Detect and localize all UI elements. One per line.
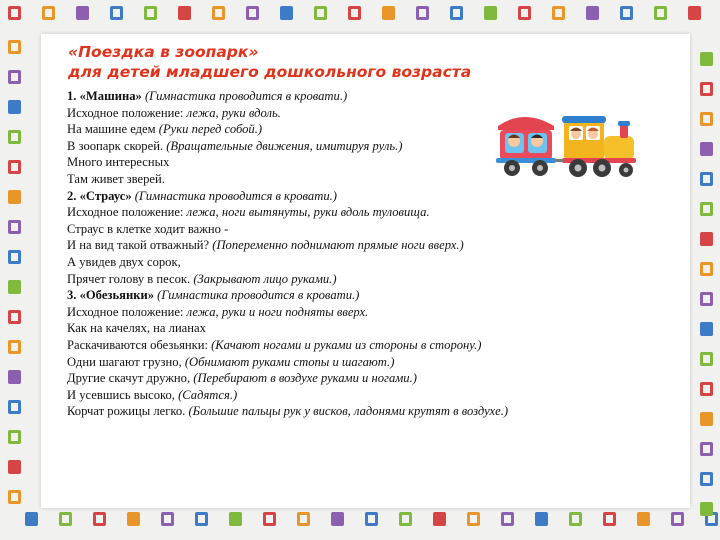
verse-text: Раскачиваются обезьянки: <box>67 337 212 352</box>
frame-square <box>700 382 713 396</box>
frame-square <box>212 6 225 20</box>
frame-square <box>8 220 21 234</box>
frame-square <box>8 490 21 504</box>
instruction-note: (Обнимают руками стопы и шагают.) <box>184 354 395 369</box>
frame-square <box>76 6 89 20</box>
frame-square <box>535 512 548 526</box>
frame-square <box>700 292 713 306</box>
frame-square <box>399 512 412 526</box>
instruction-note: (Садятся.) <box>178 387 238 402</box>
toy-train-illustration <box>490 104 640 182</box>
frame-square <box>700 172 713 186</box>
frame-square <box>700 112 713 126</box>
text-line <box>67 237 677 254</box>
frame-square <box>59 512 72 526</box>
text-line <box>67 354 677 371</box>
frame-square <box>8 100 21 114</box>
verse-text: Прячет голову в песок. <box>67 271 194 286</box>
frame-square <box>8 460 21 474</box>
frame-square <box>280 6 293 20</box>
verse-text: Одни шагают грузно, <box>67 354 185 369</box>
text-line <box>67 254 677 271</box>
verse-text: Там живет зверей. <box>67 171 165 186</box>
frame-square <box>42 6 55 20</box>
frame-square <box>552 6 565 20</box>
text-line <box>67 337 677 354</box>
text-line <box>67 271 677 288</box>
frame-square <box>178 6 191 20</box>
text-line <box>67 287 677 304</box>
verse-text: Исходное положение: <box>67 304 187 319</box>
frame-square <box>586 6 599 20</box>
frame-square <box>297 512 310 526</box>
exercise-heading: 3. «Обезьянки» <box>67 288 158 303</box>
frame-square <box>331 512 344 526</box>
frame-square <box>467 512 480 526</box>
frame-square <box>229 512 242 526</box>
instruction-note: (Гимнастика проводится в кровати.) <box>134 188 337 203</box>
text-line <box>67 221 677 238</box>
frame-square <box>8 6 21 20</box>
instruction-note: (Попеременно поднимают прямые ноги вверх.) <box>212 238 464 253</box>
frame-square <box>25 512 38 526</box>
verse-text: Другие скачут дружно, <box>67 371 194 386</box>
verse-text: Много интересных <box>67 155 170 170</box>
exercise-heading: 2. «Страус» <box>67 188 135 203</box>
page-title <box>68 42 588 82</box>
instruction-note: (Закрывают лицо руками.) <box>193 271 337 286</box>
verse-text: Исходное положение: <box>67 105 187 120</box>
text-line <box>67 188 677 205</box>
frame-square <box>314 6 327 20</box>
instruction-note: лежа, руки и ноги подняты вверх. <box>186 304 369 319</box>
frame-square <box>700 82 713 96</box>
verse-text: В зоопарк скорей. <box>67 138 167 153</box>
instruction-note: (Большие пальцы рук у висков, ладонями крутят в воздухе.) <box>188 404 509 419</box>
frame-square <box>700 262 713 276</box>
verse-text: И на вид такой отважный? <box>67 238 213 253</box>
frame-square <box>8 40 21 54</box>
frame-square <box>700 412 713 426</box>
frame-square <box>93 512 106 526</box>
frame-square <box>569 512 582 526</box>
exercise-heading: 1. «Машина» <box>67 89 145 103</box>
frame-square <box>700 322 713 336</box>
frame-square <box>8 370 21 384</box>
frame-square <box>8 190 21 204</box>
frame-square <box>433 512 446 526</box>
title-line-1: «Поездка в зоопарк» <box>68 43 259 61</box>
instruction-note: (Качают ногами и руками из стороны в сторону.) <box>211 337 482 352</box>
frame-square <box>8 70 21 84</box>
text-line <box>67 370 677 387</box>
instruction-note: лежа, руки вдоль. <box>186 105 281 120</box>
frame-square <box>450 6 463 20</box>
text-line <box>67 88 677 105</box>
frame-square <box>348 6 361 20</box>
frame-square <box>246 6 259 20</box>
frame-square <box>700 52 713 66</box>
instruction-note: лежа, ноги вытянуты, руки вдоль туловища. <box>186 205 430 220</box>
frame-square <box>637 512 650 526</box>
frame-square <box>8 430 21 444</box>
train-locomotive <box>562 116 636 163</box>
verse-text: А увидев двух сорок, <box>67 254 181 269</box>
frame-square <box>8 310 21 324</box>
frame-square <box>365 512 378 526</box>
verse-text: Корчат рожицы легко. <box>67 404 189 419</box>
verse-text: И усевшись высоко, <box>67 387 179 402</box>
text-line <box>67 304 677 321</box>
verse-text: На машине едем <box>67 122 159 137</box>
frame-square <box>8 250 21 264</box>
frame-square <box>700 142 713 156</box>
frame-square <box>518 6 531 20</box>
frame-square <box>700 232 713 246</box>
frame-square <box>195 512 208 526</box>
verse-text: Исходное положение: <box>67 205 187 220</box>
instruction-note: (Гимнастика проводится в кровати.) <box>157 288 360 303</box>
frame-square <box>654 6 667 20</box>
frame-square <box>416 6 429 20</box>
frame-square <box>8 400 21 414</box>
frame-square <box>501 512 514 526</box>
frame-square <box>8 340 21 354</box>
frame-square <box>700 352 713 366</box>
instruction-note: (Руки перед собой.) <box>158 122 263 137</box>
verse-text: Страус в клетке ходит важно - <box>67 221 229 236</box>
instruction-note: (Гимнастика проводится в кровати.) <box>144 89 348 103</box>
frame-square <box>263 512 276 526</box>
text-line <box>67 320 677 337</box>
frame-square <box>700 442 713 456</box>
instruction-note: (Вращательные движения, имитируя руль.) <box>166 138 403 153</box>
text-line <box>67 204 677 221</box>
frame-square <box>8 130 21 144</box>
frame-square <box>8 160 21 174</box>
text-line <box>67 403 677 420</box>
frame-square <box>382 6 395 20</box>
instruction-note: (Перебирают в воздухе руками и ногами.) <box>193 371 417 386</box>
text-line <box>67 387 677 404</box>
frame-square <box>620 6 633 20</box>
frame-square <box>603 512 616 526</box>
frame-square <box>127 512 140 526</box>
frame-square <box>8 280 21 294</box>
frame-square <box>700 202 713 216</box>
frame-square <box>110 6 123 20</box>
frame-square <box>700 472 713 486</box>
frame-square <box>688 6 701 20</box>
frame-square <box>671 512 684 526</box>
title-line-2: для детей младшего дошкольного возраста <box>68 63 472 81</box>
train-wagon <box>496 117 556 163</box>
verse-text: Как на качелях, на лианах <box>67 321 206 336</box>
frame-square <box>144 6 157 20</box>
frame-square <box>700 502 713 516</box>
frame-square <box>161 512 174 526</box>
frame-square <box>484 6 497 20</box>
